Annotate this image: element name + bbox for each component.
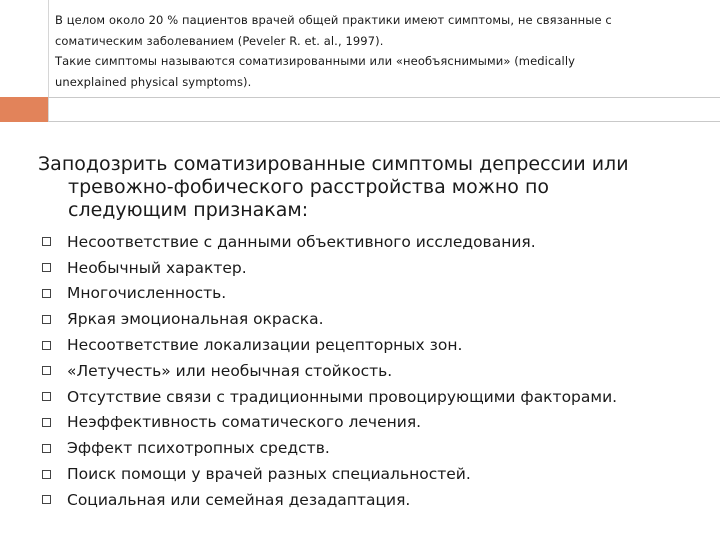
accent-block [0,97,48,122]
intro-line: Такие симптомы называются соматизированными или «необъяснимыми» (medically [55,54,576,68]
signs-list [42,229,617,513]
list-item [42,281,617,307]
list-item-text: Социальная или семейная дезадаптация. [67,490,411,509]
list-item-text: Поиск помощи у врачей разных специальностей. [67,465,471,484]
intro-line: В целом около 20 % пациентов врачей общей практики имеют симптомы, не связанные с [55,13,612,27]
square-bullet-icon [42,289,51,298]
list-item-text: Несоответствие с данными объективного исследования. [67,232,536,251]
square-bullet-icon [42,444,51,453]
square-bullet-icon [42,495,51,504]
list-item [42,384,617,410]
list-item-text: Эффект психотропных средств. [67,439,330,458]
list-item [42,358,617,384]
square-bullet-icon [42,366,51,375]
list-item-text: Многочисленность. [67,284,227,303]
heading-line: тревожно-фобического расстройства можно по [68,176,550,198]
list-item-text: Несоответствие локализации рецепторных зон. [67,336,463,355]
square-bullet-icon [42,341,51,350]
heading-line: следующим признакам: [68,199,309,221]
slide-heading [38,153,698,222]
list-item [42,306,617,332]
square-bullet-icon [42,392,51,401]
list-item [42,435,617,461]
intro-line: соматическим заболеванием (Peveler R. et. al., 1997). [55,33,384,48]
intro-line: unexplained physical symptoms). [55,74,252,89]
list-item [42,487,617,513]
list-item-text: Необычный характер. [67,258,247,277]
list-item [42,332,617,358]
heading-line: Заподозрить соматизированные симптомы депрессии или [38,153,629,175]
square-bullet-icon [42,263,51,272]
list-item [42,461,617,487]
list-item [42,229,617,255]
intro-text [55,10,695,92]
list-item-text: Неэффективность соматического лечения. [67,413,422,432]
square-bullet-icon [42,418,51,427]
title-divider-vertical [48,0,49,122]
title-rule-top [0,97,720,98]
square-bullet-icon [42,237,51,246]
square-bullet-icon [42,470,51,479]
list-item [42,255,617,281]
list-item [42,410,617,436]
list-item-text: Яркая эмоциональная окраска. [67,310,324,329]
list-item-text: Отсутствие связи с традиционными провоцирующими факторами. [67,387,618,406]
title-rule-bottom [0,121,720,122]
list-item-text: «Летучесть» или необычная стойкость. [67,361,393,380]
square-bullet-icon [42,315,51,324]
